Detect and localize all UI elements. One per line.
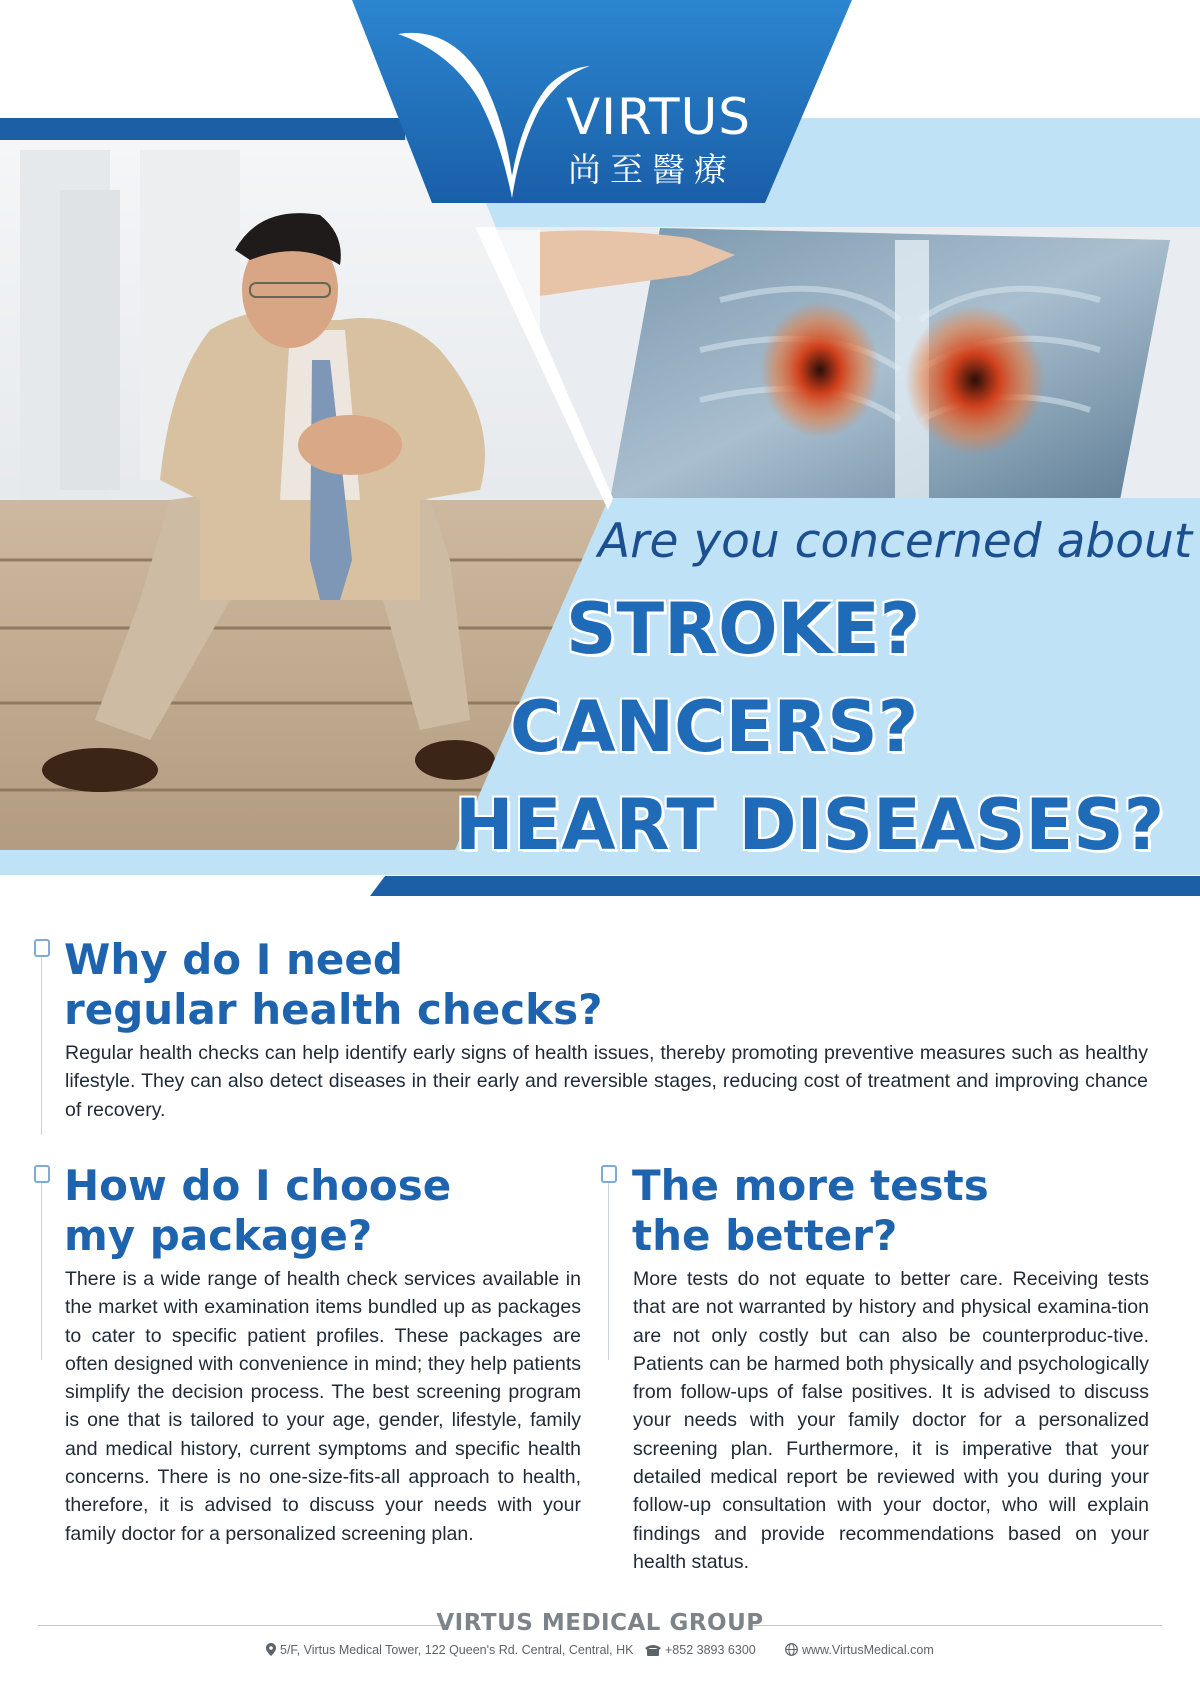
footer-website[interactable] xyxy=(785,1643,934,1657)
section-body: There is a wide range of health check services available in the market with examination items bundled up as packages to cater to specific patient profiles. These packages are often designed with convenience in mind; they help patients simplify the decision process. The best screening program is one that is tailored to your age, gender, lifestyle, family and medical history, current symptoms and specific health concerns. There is no one-size-fits-all approach to health, therefore, it is advised to discuss your needs with your family doctor for a personalized screening plan. xyxy=(65,1268,581,1545)
section-title-line: Why do I need xyxy=(64,935,403,984)
logo-wordmark: VIRTUS xyxy=(566,88,751,146)
section-rule xyxy=(608,1175,609,1360)
footer-phone xyxy=(645,1643,756,1657)
globe-icon xyxy=(785,1643,798,1656)
section-title-line: regular health checks? xyxy=(64,985,603,1034)
section-title-line: the better? xyxy=(632,1211,898,1260)
hero-question: Are you concerned about xyxy=(598,514,1193,569)
section-title xyxy=(64,935,964,1035)
section-rule xyxy=(41,950,42,1135)
hero-top-stripe xyxy=(0,118,405,140)
section-title-line: The more tests xyxy=(632,1161,989,1210)
hero-bottom-stripe xyxy=(370,876,1200,896)
section-title-line: How do I choose xyxy=(64,1161,452,1210)
section-bullet-icon xyxy=(34,1165,50,1183)
phone-icon xyxy=(645,1644,661,1656)
section-title xyxy=(64,1161,584,1261)
section-title-line: my package? xyxy=(64,1211,373,1260)
logo-chinese-name: 尚至醫療 xyxy=(568,150,736,189)
hero-concern-cancers: CANCERS? xyxy=(510,686,919,768)
location-pin-icon xyxy=(266,1643,276,1656)
hero-concern-stroke: STROKE? xyxy=(566,588,921,670)
section-body: Regular health checks can help identify early signs of health issues, thereby promoting preventive measures such as healthy lifestyle. They can also detect diseases in their early and reversible stages, reducing cost of treatment and improving chance of recovery. xyxy=(65,1042,1148,1121)
section-body: More tests do not equate to better care. Receiving tests that are not warranted by history and physical examina-tion are not only costly but can also be counterproduc-tive. Patients can be harmed both physically and psychologically from follow-ups of false positives. It is advised to discuss your needs with your family doctor for a personalized screening plan. Furthermore, it is imperative that your detailed medical report be reviewed with you during your follow-up consultation with your doctor, who will explain findings and provide recommendations based on your health status. xyxy=(633,1268,1149,1573)
footer-address xyxy=(266,1643,633,1657)
section-bullet-icon xyxy=(34,939,50,957)
footer-website-link[interactable]: www.VirtusMedical.com xyxy=(802,1643,934,1657)
section-rule xyxy=(41,1175,42,1360)
footer-phone-text: +852 3893 6300 xyxy=(665,1643,756,1657)
hero-concern-heart: HEART DISEASES? xyxy=(455,784,1165,866)
section-bullet-icon xyxy=(601,1165,617,1183)
footer-address-text: 5/F, Virtus Medical Tower, 122 Queen's Rd. Central, Central, HK xyxy=(280,1643,634,1657)
footer-group-name: VIRTUS MEDICAL GROUP xyxy=(436,1610,764,1636)
section-title xyxy=(632,1161,1152,1261)
